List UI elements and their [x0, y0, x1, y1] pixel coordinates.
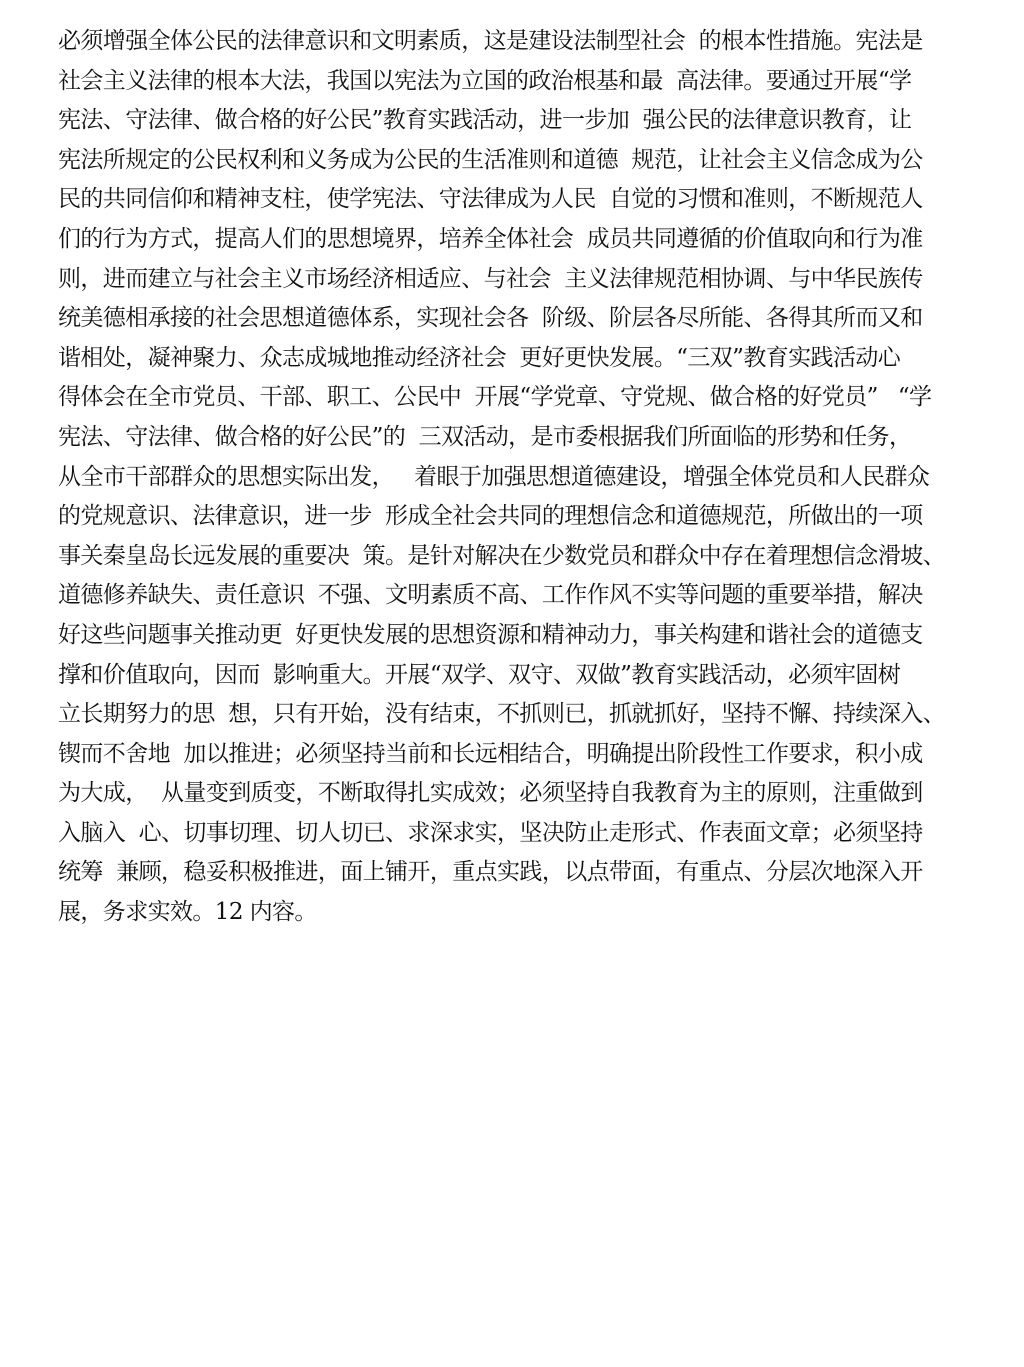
text-line: 道德修养缺失、责任意识 不强、文明素质不高、工作作风不实等问题的重要举措，解决	[58, 582, 923, 609]
text-line: 立长期努力的思 想，只有开始，没有结束，不抓则已，抓就抓好，坚持不懈、持续深入、	[58, 701, 946, 728]
text-line: 民的共同信仰和精神支柱，使学宪法、守法律成为人民 自觉的习惯和准则，不断规范人	[58, 186, 923, 213]
text-line: 事关秦皇岛长远发展的重要决 策。是针对解决在少数党员和群众中存在着理想信念滑坡、	[58, 542, 946, 569]
text-line: 为大成， 从量变到质变，不断取得扎实成效；必须坚持自我教育为主的原则，注重做到	[58, 780, 923, 807]
text-line: 们的行为方式，提高人们的思想境界，培养全体社会 成员共同遵循的价值取向和行为准	[58, 225, 923, 252]
text-line: 展，务求实效。12 内容。	[58, 899, 317, 926]
text-line: 统筹 兼顾，稳妥积极推进，面上铺开，重点实践，以点带面，有重点、分层次地深入开	[58, 859, 923, 886]
text-line: 好这些问题事关推动更 好更快发展的思想资源和精神动力，事关构建和谐社会的道德支	[58, 621, 923, 648]
text-line: 锲而不舍地 加以推进；必须坚持当前和长远相结合，明确提出阶段性工作要求，积小成	[58, 740, 923, 767]
body-paragraph	[58, 22, 978, 933]
text-line: 统美德相承接的社会思想道德体系，实现社会各 阶级、阶层各尽所能、各得其所而又和	[58, 305, 923, 332]
text-line: 撑和价值取向，因而 影响重大。开展“双学、双守、双做”教育实践活动，必须牢固树	[58, 661, 901, 688]
text-line: 从全市干部群众的思想实际出发， 着眼于加强思想道德建设，增强全体党员和人民群众	[58, 463, 930, 490]
text-line: 必须增强全体公民的法律意识和文明素质，这是建设法制型社会 的根本性措施。宪法是	[58, 28, 923, 54]
text-line: 宪法、守法律、做合格的好公民”的 三双活动，是市委根据我们所面临的形势和任务，	[58, 423, 912, 450]
text-line: 入脑入 心、切事切理、切人切已、求深求实，坚决防止走形式、作表面文章；必须坚持	[58, 819, 923, 846]
text-line: 宪法、守法律、做合格的好公民”教育实践活动，进一步加 强公民的法律意识教育，让	[58, 107, 912, 134]
text-line: 的党规意识、法律意识，进一步 形成全社会共同的理想信念和道德规范，所做出的一项	[58, 503, 923, 530]
text-line: 宪法所规定的公民权利和义务成为公民的生活准则和道德 规范，让社会主义信念成为公	[58, 146, 923, 173]
text-line: 则，进而建立与社会主义市场经济相适应、与社会 主义法律规范相协调、与中华民族传	[58, 265, 923, 292]
text-line: 谐相处，凝神聚力、众志成城地推动经济社会 更好更快发展。“三双”教育实践活动心	[58, 344, 901, 371]
text-line: 社会主义法律的根本大法，我国以宪法为立国的政治根基和最 高法律。要通过开展“学	[58, 67, 912, 94]
text-line: 得体会在全市党员、干部、职工、公民中 开展“学党章、守党规、做合格的好党员” “学	[58, 384, 932, 411]
